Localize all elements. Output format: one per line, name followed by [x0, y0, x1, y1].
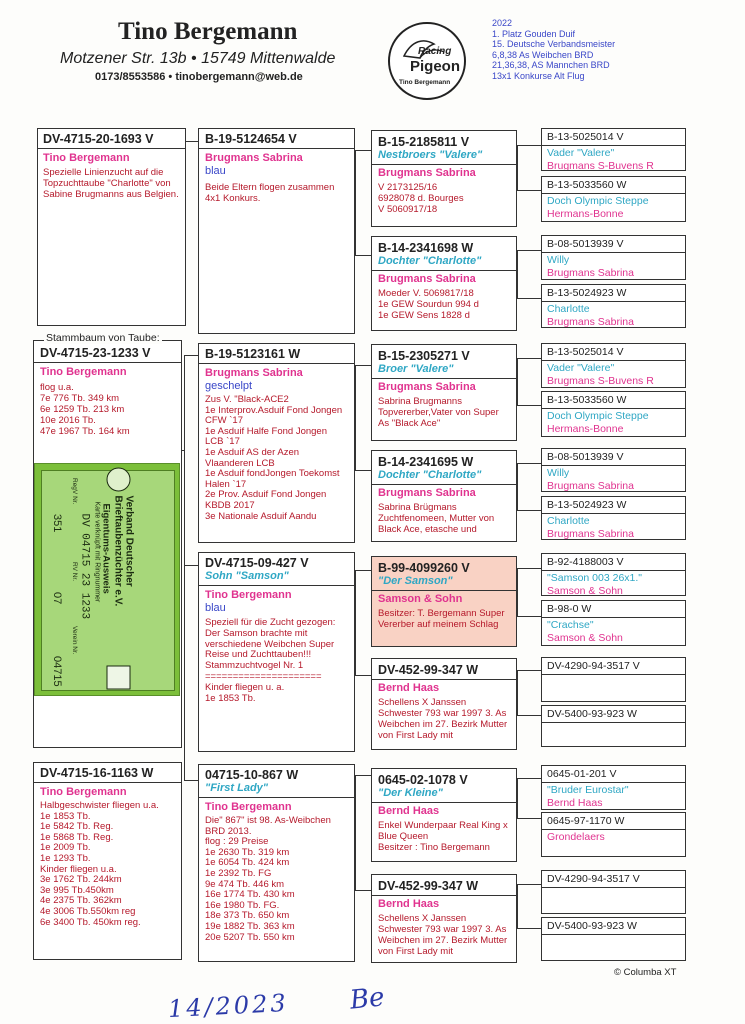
ancestor-box: [371, 658, 517, 750]
subject-box: [37, 128, 186, 326]
ring-number: DV-452-99-347 W: [378, 879, 479, 893]
owner-name: Bernd Haas: [547, 797, 603, 809]
connector-line: [517, 818, 541, 819]
logo-text-bottom: Tino Bergemann: [399, 79, 451, 86]
signature: Be: [348, 982, 386, 1016]
connector-line: [184, 355, 198, 356]
card-title-2: Brieftaubenzüchter e.V.: [112, 495, 124, 607]
bird-nickname: "Crachse": [547, 619, 594, 631]
connector-line: [517, 928, 541, 929]
description: Halbgeschwister fliegen u.a. 1e 1853 Tb. 1e 5842 Tb. Reg. 1e 5868 Tb. Reg. 1e 2009 Tb. 1e 1293 Tb. Kinder fliegen u.a. 3e 1762 Tb. 244km 3e 995 Tb.450km 4e 2375 Tb. 362km 4e 3006 Tb.550km reg 6e 3400 Tb. 450km reg.: [40, 800, 159, 928]
ring-number: B-13-5025014 V: [547, 131, 624, 143]
connector-line: [517, 616, 541, 617]
owner-name: Tino Bergemann: [205, 589, 292, 601]
bird-nickname: "Der Samson": [378, 575, 453, 587]
ring-number: B-98-0 W: [547, 603, 592, 615]
connector-line: [355, 470, 371, 471]
ring-number: DV-4715-20-1693 V: [43, 132, 154, 146]
bird-nickname: Nestbroers "Valere": [378, 149, 483, 161]
great-grandparent-box: [541, 343, 686, 388]
ancestor-box: [371, 450, 517, 542]
bird-nickname: Charlotte: [547, 303, 590, 315]
breeder-name: Tino Bergemann: [118, 18, 298, 45]
connector-line: [517, 145, 518, 190]
owner-name: Brugmans Sabrina: [378, 487, 476, 499]
ring-number: 0645-02-1078 V: [378, 773, 468, 787]
owner-name: Brugmans Sabrina: [547, 267, 634, 279]
achievement-line: 21,36,38, AS Mannchen BRD: [492, 60, 610, 70]
breeder-address: Motzener Str. 13b • 15749 Mittenwalde: [60, 50, 336, 67]
dam-box: [33, 762, 182, 960]
ring-number: B-08-5013939 V: [547, 451, 624, 463]
owner-name: Samson & Sohn: [547, 585, 623, 596]
connector-line: [517, 358, 541, 359]
great-grandparent-box: [541, 448, 686, 492]
ownership-card: [34, 463, 180, 696]
racing-pigeon-logo: [388, 22, 466, 100]
owner-name: Tino Bergemann: [40, 366, 127, 378]
owner-name: Bernd Haas: [378, 682, 440, 694]
great-grandparent-box: [541, 496, 686, 540]
bird-color: geschelpt: [205, 380, 253, 392]
card-title: Verband Deutscher: [123, 495, 135, 587]
achievement-line: 15. Deutsche Verbandsmeister: [492, 39, 616, 49]
ancestor-box-highlighted: [371, 556, 517, 647]
owner-name: Bernd Haas: [378, 898, 440, 910]
connector-line: [355, 150, 371, 151]
description: V 2173125/16 6928078 d. Bourges V 5060917/18: [378, 182, 464, 215]
great-grandparent-box: [541, 128, 686, 171]
ring-number: B-19-5124654 V: [205, 132, 297, 146]
connector-line: [355, 150, 356, 255]
ancestor-box: [371, 768, 517, 862]
connector-line: [355, 365, 356, 470]
great-grandparent-box: [541, 176, 686, 222]
connector-line: [355, 775, 356, 890]
connector-line: [355, 570, 356, 675]
great-grandparent-box: [541, 812, 686, 857]
ring-number: B-19-5123161 W: [205, 347, 301, 361]
description: Zus V. "Black-ACE2 1e Interprov.Asduif Fond Jongen CFW `17 1e Asduif Halfe Fond Jongen LCB `17 1e Asduif AS der Azen Vlaanderen LCB 1e Asduif fondJongen Toekomst Halen `17 2e Prov. Asduif Fond Jongen KBDB 2017 3e Nationale Asduif Aandu: [205, 394, 343, 522]
ancestor-box: [371, 130, 517, 227]
great-grandparent-box: [541, 657, 686, 702]
owner-name: Tino Bergemann: [40, 786, 127, 798]
ring-number: B-14-2341698 W: [378, 241, 474, 255]
owner-name: Bernd Haas: [378, 805, 440, 817]
owner-name: Hermans-Bonne: [547, 423, 624, 435]
card-label-regv: RegV Nr.: [71, 478, 78, 505]
bird-nickname: Vader "Valere": [547, 147, 615, 159]
ancestor-box: [371, 874, 517, 963]
card-label-rv: RV Nr.: [71, 562, 78, 582]
ring-number: B-92-4188003 V: [547, 556, 624, 568]
connector-line: [184, 355, 185, 780]
connector-line: [355, 890, 371, 891]
description: Beide Eltern flogen zusammen 4x1 Konkurs.: [205, 182, 335, 204]
ring-number: B-99-4099260 V: [378, 561, 470, 575]
connector-line: [517, 510, 541, 511]
handwritten-date: 14/2023: [167, 988, 290, 1024]
owner-name: Brugmans S-Buvens R: [547, 160, 654, 171]
logo-text-top: Racing: [418, 46, 452, 57]
bird-nickname: Sohn "Samson": [205, 570, 289, 582]
achievement-line: 2022: [492, 18, 513, 28]
connector-line: [184, 780, 198, 781]
achievement-line: 1. Platz Gouden Duif: [492, 28, 576, 39]
owner-name: Brugmans Sabrina: [547, 316, 634, 328]
great-grandparent-box: [541, 553, 686, 596]
ring-number: B-15-2185811 V: [378, 135, 470, 149]
great-grandparent-box: [541, 600, 686, 646]
sire-box: [198, 552, 355, 752]
connector-line: [355, 365, 371, 366]
great-grandparent-box: [541, 391, 686, 437]
achievement-line: 13x1 Konkurse Alt Flug: [492, 70, 585, 81]
ring-number: B-15-2305271 V: [378, 349, 470, 363]
great-grandparent-box: [541, 765, 686, 810]
card-regv: 351: [51, 514, 63, 533]
connector-line: [517, 568, 541, 569]
great-grandparent-box: [541, 870, 686, 914]
breeder-contact: 0173/8553586 • tinobergemann@web.de: [95, 71, 303, 83]
description: Spezielle Linienzucht auf die Topzuchttaube "Charlotte" von Sabine Brugmanns aus Belgien.: [43, 167, 179, 200]
ring-number: B-13-5033560 W: [547, 179, 627, 191]
owner-name: Hermans-Bonne: [547, 208, 624, 220]
ring-number: B-13-5024923 W: [547, 499, 627, 511]
connector-line: [517, 298, 541, 299]
connector-line: [355, 775, 371, 776]
ring-number: DV-4290-94-3517 V: [547, 660, 640, 672]
ring-number: 04715-10-867 W: [205, 768, 299, 782]
logo-text-main: Pigeon: [410, 58, 461, 75]
card-note: Karte verknüpft mit Ringnummer: [93, 501, 101, 603]
ring-number: DV-4290-94-3517 V: [547, 873, 640, 885]
card-ring-number: DV 04715 23 1233: [78, 513, 91, 620]
connector-line: [355, 570, 371, 571]
card-rv: 07: [51, 592, 63, 605]
bird-nickname: "Bruder Eurostar": [547, 784, 629, 796]
connector-line: [517, 145, 541, 146]
grandparent-box: [198, 128, 355, 334]
connector-line: [186, 141, 198, 142]
ring-number: B-08-5013939 V: [547, 238, 624, 250]
connector-line: [517, 190, 541, 191]
description: Sabrina Brugmanns Topvererber,Vater von Super As "Black Ace": [378, 396, 499, 429]
bird-nickname: Willy: [547, 254, 570, 266]
bird-nickname: Dochter "Charlotte": [378, 469, 482, 481]
owner-name: Brugmans Sabrina: [205, 152, 303, 164]
ring-number: B-14-2341695 W: [378, 455, 474, 469]
bird-nickname: "Samson 003 26x1.": [547, 572, 643, 584]
description: Sabrina Brügmans Zuchtfenomeen, Mutter von Black Ace, etasche und: [378, 502, 495, 535]
great-grandparent-box: [541, 705, 686, 747]
ring-number: B-13-5024923 W: [547, 287, 627, 299]
connector-line: [517, 358, 518, 405]
ring-number: 0645-97-1170 W: [547, 815, 625, 827]
great-grandparent-box: [541, 917, 686, 961]
great-grandparent-box: [541, 284, 686, 328]
description: Speziell für die Zucht gezogen: Der Samson brachte mit verschiedene Weibchen Super Reise und Zuchttauben!!! Stammzuchtvogel Nr. 1 ===================== Kinder fliegen u. a. 1e 1853 Tb.: [205, 617, 336, 704]
owner-name: Brugmans Sabrina: [378, 167, 476, 179]
description: Enkel Wunderpaar Real King x Blue Queen Besitzer : Tino Bergemann: [378, 820, 508, 853]
owner-name: Tino Bergemann: [43, 152, 130, 164]
grandparent-box: [198, 343, 355, 543]
bird-nickname: Willy: [547, 467, 570, 479]
copyright: © Columba XT: [614, 967, 677, 978]
card-verein: 04715: [51, 656, 63, 687]
connector-line: [517, 250, 518, 298]
bird-nickname: "Der Kleine": [378, 787, 443, 799]
bird-nickname: Vader "Valere": [547, 362, 615, 374]
connector-line: [517, 250, 541, 251]
performance: flog u.a. 7e 776 Tb. 349 km 6e 1259 Tb. 213 km 10e 2016 Tb. 47e 1967 Tb. 164 km: [40, 382, 130, 437]
description: Schellens X Janssen Schwester 793 war 1997 3. As Weibchen im 27. Bezirk Mutter von First Lady mit: [378, 913, 508, 957]
connector-line: [517, 670, 541, 671]
connector-line: [355, 255, 371, 256]
bird-nickname: Charlotte: [547, 515, 590, 527]
bird-nickname: "First Lady": [205, 782, 268, 794]
owner-name: Grondelaers: [547, 831, 605, 843]
connector-line: [517, 715, 541, 716]
connector-line: [517, 568, 518, 616]
bird-nickname: Doch Olympic Steppe: [547, 195, 649, 207]
ring-number: DV-5400-93-923 W: [547, 708, 637, 720]
connector-line: [517, 778, 518, 818]
ancestor-box: [371, 344, 517, 441]
owner-name: Samson & Sohn: [547, 632, 623, 644]
owner-name: Brugmans S-Buvens R: [547, 375, 654, 387]
connector-line: [184, 565, 198, 566]
owner-name: Brugmans Sabrina: [547, 480, 634, 492]
ring-number: DV-4715-16-1163 W: [40, 766, 154, 780]
bird-nickname: Broer "Valere": [378, 363, 454, 375]
bird-color: blau: [205, 602, 226, 614]
owner-name: Brugmans Sabrina: [378, 273, 476, 285]
ring-number: B-13-5033560 W: [547, 394, 627, 406]
pedigree-label: Stammbaum von Taube:: [46, 332, 160, 344]
connector-line: [517, 463, 541, 464]
bird-nickname: Dochter "Charlotte": [378, 255, 482, 267]
owner-name: Brugmans Sabrina: [205, 367, 303, 379]
connector-line: [517, 463, 518, 510]
bird-nickname: Doch Olympic Steppe: [547, 410, 649, 422]
description: Schellens X Janssen Schwester 793 war 1997 3. As Weibchen im 27. Bezirk Mutter von First Lady mit: [378, 697, 508, 741]
connector-line: [517, 778, 541, 779]
card-label-verein: Verein Nr.: [71, 626, 78, 655]
connector-line: [517, 405, 541, 406]
ring-number: DV-452-99-347 W: [378, 663, 479, 677]
owner-name: Brugmans Sabrina: [378, 381, 476, 393]
owner-name: Tino Bergemann: [205, 801, 292, 813]
description: Besitzer: T. Bergemann Super Vererber auf meinem Schlag: [378, 608, 505, 630]
card-subtitle: Eigentums-Ausweis: [100, 503, 112, 594]
achievements-list: [492, 18, 615, 81]
description: Moeder V. 5069817/18 1e GEW Sourdun 994 d 1e GEW Sens 1828 d: [378, 288, 479, 321]
connector-line: [517, 670, 518, 715]
achievement-line: 6,8,38 As Weibchen BRD: [492, 49, 594, 60]
ring-number: B-13-5025014 V: [547, 346, 624, 358]
connector-line: [517, 884, 518, 928]
ring-number: 0645-01-201 V: [547, 768, 617, 780]
ancestor-box: [371, 236, 517, 331]
connector-line: [355, 675, 371, 676]
ring-number: DV-4715-23-1233 V: [40, 346, 151, 360]
owner-name: Samson & Sohn: [378, 593, 463, 605]
bird-color: blau: [205, 165, 226, 177]
description: Die" 867" ist 98. As-Weibchen BRD 2013. flog : 29 Preise 1e 2630 Tb. 319 km 1e 6054 Tb. 424 km 1e 2392 Tb. FG 9e 474 Tb. 446 km 16e 1774 Tb. 430 km 16e 1980 Tb. FG. 18e 373 Tb. 650 km 19e 1882 Tb. 363 km 20e 5207 Tb. 550 km: [205, 815, 331, 943]
great-grandparent-box: [541, 235, 686, 280]
owner-name: Brugmans Sabrina: [547, 528, 634, 540]
ring-number: DV-4715-09-427 V: [205, 556, 309, 570]
ring-number: DV-5400-93-923 W: [547, 920, 637, 932]
connector-line: [517, 884, 541, 885]
grandparent-box: [198, 764, 355, 962]
